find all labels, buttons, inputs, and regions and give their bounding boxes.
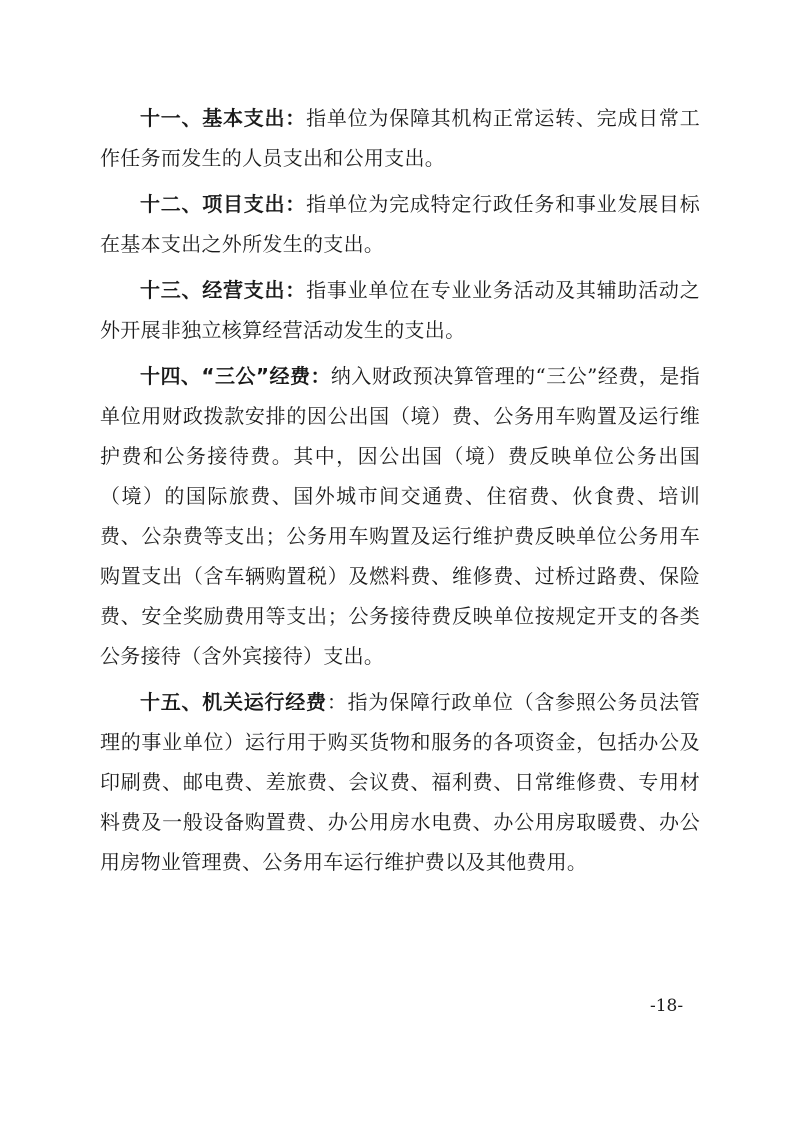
paragraph-basic-expenditure (100, 98, 700, 178)
definition-agency-operating-expenses: ：指为保障行政单位（含参照公务员法管理的事业单位）运行用于购买货物和服务的各项资金，包括办公及印刷费、邮电费、差旅费、会议费、福利费、日常维修费、专用材料费及一般设备购置费、办公用房水电费、办公用房取暖费、办公用房物业管理费、公务用车运行维护费以及其他费用。 (100, 690, 701, 874)
term-project-expenditure: 十二、项目支出： (140, 192, 307, 216)
term-business-expenditure: 十三、经营支出： (140, 278, 307, 302)
term-agency-operating-expenses: 十五、机关运行经费 (140, 690, 327, 714)
term-three-public-expenses: 十四、“三公”经费： (140, 364, 331, 388)
paragraph-three-public-expenses (100, 356, 700, 676)
term-basic-expenditure: 十一、基本支出： (140, 106, 307, 130)
definition-business-expenditure: 指事业单位在专业业务活动及其辅助活动之外开展非独立核算经营活动发生的支出。 (100, 278, 700, 342)
paragraph-business-expenditure (100, 270, 700, 350)
document-body (100, 98, 700, 888)
definition-basic-expenditure: 指单位为保障其机构正常运转、完成日常工作任务而发生的人员支出和公用支出。 (100, 106, 700, 170)
page-number: -18- (650, 996, 684, 1016)
paragraph-agency-operating-expenses (100, 682, 700, 882)
definition-project-expenditure: 指单位为完成特定行政任务和事业发展目标在基本支出之外所发生的支出。 (100, 192, 700, 256)
paragraph-project-expenditure (100, 184, 700, 264)
definition-three-public-expenses: 纳入财政预决算管理的“三公”经费，是指单位用财政拨款安排的因公出国（境）费、公务用车购置及运行维护费和公务接待费。其中，因公出国（境）费反映单位公务出国（境）的国际旅费、国外城市间交通费、住宿费、伙食费、培训费、公杂费等支出；公务用车购置及运行维护费反映单位公务用车购置支出（含车辆购置税）及燃料费、维修费、过桥过路费、保险费、安全奖励费用等支出；公务接待费反映单位按规定开支的各类公务接待（含外宾接待）支出。 (100, 364, 700, 668)
